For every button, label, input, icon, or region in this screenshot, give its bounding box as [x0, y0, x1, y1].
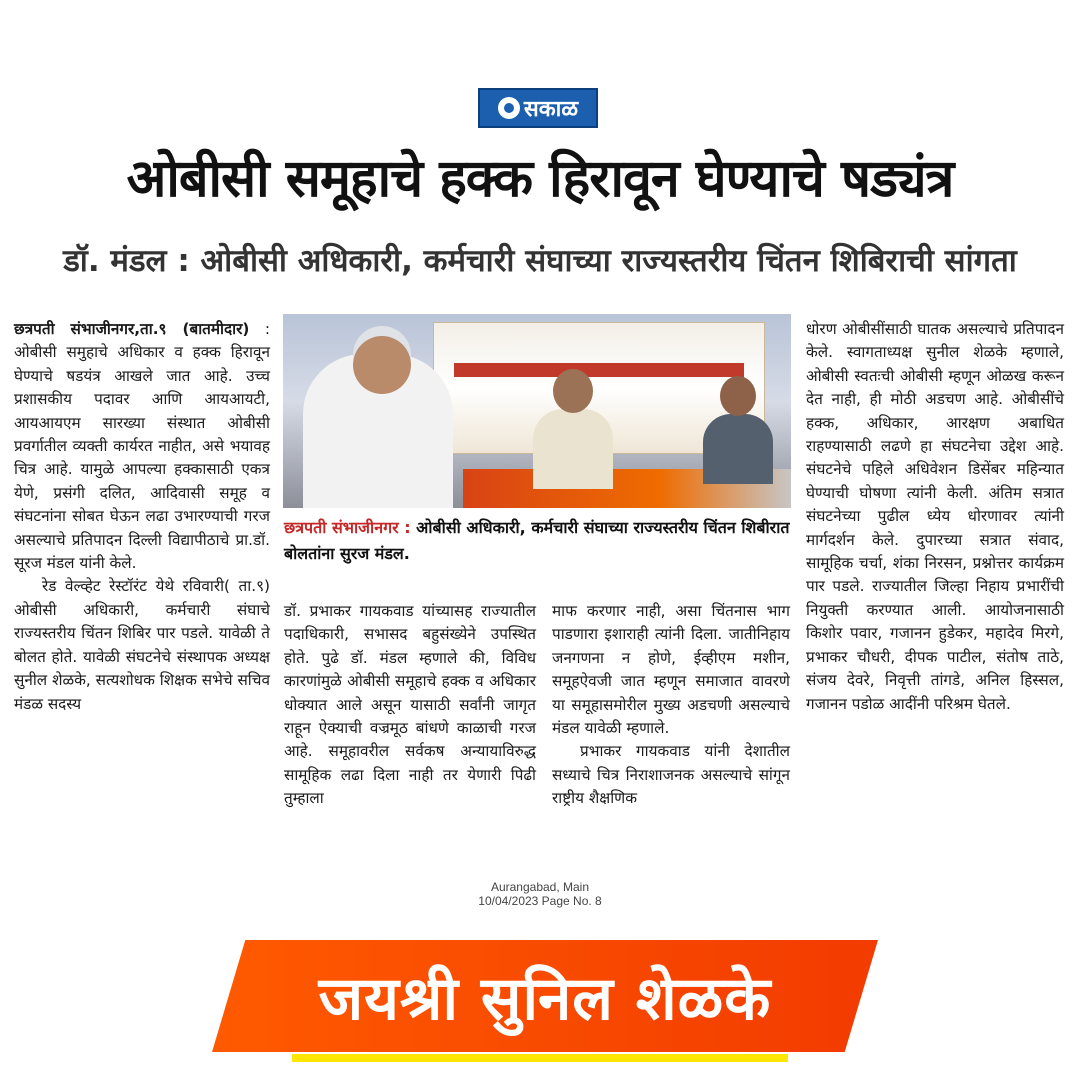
article-paragraph: डॉ. प्रभाकर गायकवाड यांच्यासह राज्यातील पदाधिकारी, सभासद बहुसंख्येने उपस्थित होते. पुढे डॉ. मंडल म्हणाले की, विविध कारणांमुळे ओबीसी समूहाचे हक्क व अधिकार धोक्यात आले असून यासाठी सर्वांनी जागृत राहून ऐक्याची वज्रमूठ बांधणे काळाची गरज आहे. समूहावरील सर्वकष अन्यायाविरुद्ध सामूहिक लढा दिला नाही तर येणारी पिढी तुम्हाला	[284, 602, 536, 808]
caption-text: ओबीसी अधिकारी, कर्मचारी संघाच्या राज्यस्तरीय चिंतन शिबीरात बोलतांना सुरज मंडल.	[284, 518, 790, 563]
article-column-4	[806, 318, 1064, 716]
article-column-2	[284, 600, 536, 811]
seated-guest-figure	[533, 409, 613, 489]
masthead-name: सकाळ	[523, 97, 579, 122]
article-column-3	[552, 600, 790, 811]
page-info	[380, 880, 700, 908]
date-page-label: 10/04/2023 Page No. 8	[478, 894, 602, 908]
article-paragraph: माफ करणार नाही, असा चिंतनास भाग पाडणारा इशाराही त्यांनी दिला. जातीनिहाय जनगणना न होणे, ईव्हीएम मशीन, समूहऐवजी जात म्हणून समाजात वावरणे या समूहासमोरील मुख्य अडचणी असल्याचे मंडल यावेळी म्हणाले.	[552, 602, 790, 738]
article-paragraph: प्रभाकर गायकवाड यांनी देशातील सध्याचे चित्र निराशाजनक असल्याचे सांगून राष्ट्रीय शैक्षणिक	[552, 742, 790, 808]
dateline: छत्रपती संभाजीनगर,ता.९ (बातमीदार)	[14, 320, 250, 338]
edition-label: Aurangabad, Main	[490, 880, 590, 894]
caption-place: छत्रपती संभाजीनगर :	[284, 518, 411, 537]
speaker-figure	[303, 354, 453, 508]
article-paragraph: : ओबीसी समुहाचे अधिकार व हक्क हिरावून घेण्याचे षडयंत्र आखले जात आहे. उच्च प्रशासकीय पदावर आणि आयआयटी, आयआयएम सारख्या संस्थात ओबीसी प्रवर्गातील व्यक्ती कार्यरत नाहीत, असे भयावह चित्र आहे. यामुळे आपल्या हक्कासाठी एकत्र येणे, प्रसंगी दलित, आदिवासी समूह व संघटनांना सोबत घेऊन लढा उभारण्याची गरज असल्याचे प्रतिपादन दिल्ली विद्यापीठाचे प्रा.डॉ. सूरज मंडल यांनी केले.	[14, 320, 270, 573]
subheadline: डॉ. मंडल : ओबीसी अधिकारी, कर्मचारी संघाच्या राज्यस्तरीय चिंतन शिबिराची सांगता	[63, 243, 1017, 279]
photo-caption	[284, 515, 790, 567]
headline: ओबीसी समूहाचे हक्क हिरावून घेण्याचे षड्यंत्र	[126, 149, 954, 209]
article-paragraph: धोरण ओबीसींसाठी घातक असल्याचे प्रतिपादन केले. स्वागताध्यक्ष सुनील शेळके म्हणाले, ओबीसी स्वतःची ओबीसी म्हणून ओळख करून देत नाही, ही मोठी अडचण आहे. ओबीसींचे हक्क, अधिकार, आरक्षण अबाधित राहण्यासाठी लढणे हा संघटनेचा उद्देश आहे. संघटनेचे पहिले अधिवेशन डिसेंबर महिन्यात घेण्याची घोषणा त्यांनी केली. अंतिम सत्रात संघटनेच्या पुढील ध्येय धोरणावर त्यांनी मार्गदर्शन केले. दुपारच्या सत्रात संवाद, सामूहिक चर्चा, शंका निरसन, प्रश्नोत्तर कार्यक्रम पार पडले. राज्यातील जिल्हा निहाय प्रभारींची नियुक्ती करण्यात आली. आयोजनासाठी किशोर पवार, गजानन हुडेकर, महादेव मिरगे, प्रभाकर चौधरी, दीपक पाटील, संतोष ताठे, संजय देवरे, निवृत्ती तांगडे, अनिल हिस्सल, गजानन पडोळ आदींनी परिश्रम घेतले.	[806, 320, 1064, 713]
masthead-logo	[478, 88, 598, 128]
news-photo	[283, 314, 791, 508]
name-banner-text: जयश्री सुनिल शेळके	[318, 964, 772, 1034]
seated-guest-figure	[703, 414, 773, 484]
sakal-logo-icon	[498, 97, 520, 119]
article-paragraph: रेड वेल्व्हेट रेस्टॉरंट येथे रविवारी( ता.९) ओबीसी अधिकारी, कर्मचारी संघाचे राज्यस्तरीय चिंतन शिबिर पार पडले. यावेळी ते बोलत होते. यावेळी संघटनेचे संस्थापक अध्यक्ष सुनील शेळके, सत्यशोधक शिक्षक सभेचे सचिव मंडळ सदस्य	[14, 577, 270, 713]
article-column-1	[14, 318, 270, 716]
banner-underline	[292, 1054, 788, 1062]
